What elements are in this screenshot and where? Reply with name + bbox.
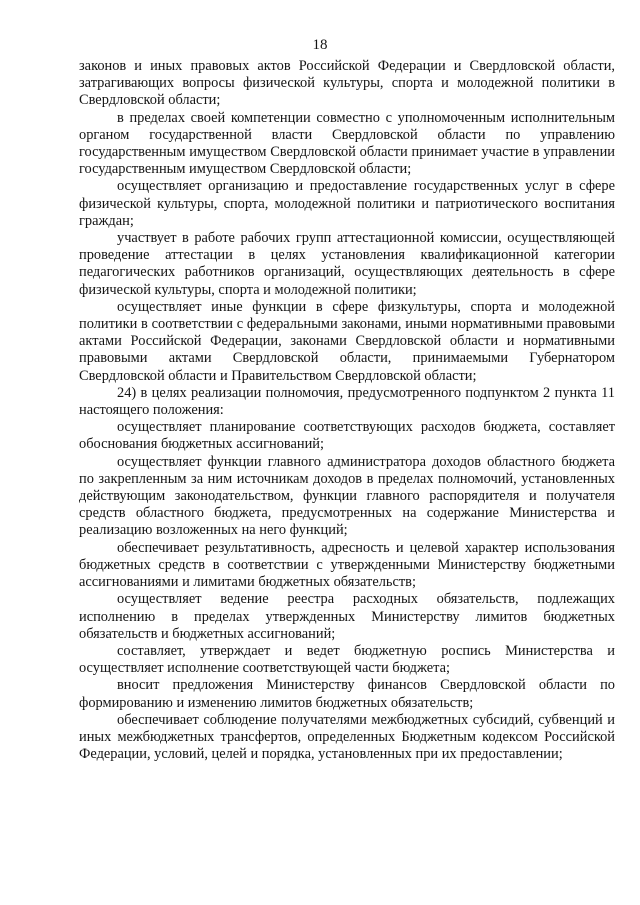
document-body <box>79 58 615 763</box>
paragraph-8: осуществляет функции главного администратора доходов областного бюджета по закрепленным за ним источникам доходов в пределах полномочий, установленных действующим законодательством, функции главного распорядителя и получателя средств областного бюджета, предусмотренных на содержание Министерства и реализацию возложенных на него функций; <box>79 453 615 539</box>
page-number: 18 <box>312 37 328 53</box>
paragraph-4: участвует в работе рабочих групп аттестационной комиссии, осуществляющей проведение аттестации в целях установления квалификационной категории педагогических работников организаций, осуществляющих деятельность в сфере физической культуры, спорта и молодежной политики; <box>79 230 615 298</box>
paragraph-13: обеспечивает соблюдение получателями межбюджетных субсидий, субвенций и иных межбюджетных трансфертов, определенных Бюджетным кодексом Российской Федерации, условий, целей и порядка, установленных при их предоставлении; <box>79 711 615 763</box>
paragraph-11: составляет, утверждает и ведет бюджетную роспись Министерства и осуществляет исполнение соответствующей части бюджета; <box>79 642 615 677</box>
paragraph-5: осуществляет иные функции в сфере физкультуры, спорта и молодежной политики в соответствии с федеральными законами, иными нормативными правовыми актами Российской Федерации, законами Свердловской области и нормативными правовыми актами Свердловской области, принимаемыми Губернатором Свердловской области и Правительством Свердловской области; <box>79 298 615 384</box>
paragraph-12: вносит предложения Министерству финансов Свердловской области по формированию и изменению лимитов бюджетных обязательств; <box>79 677 615 711</box>
paragraph-9: обеспечивает результативность, адресность и целевой характер использования бюджетных средств в соответствии с утвержденными Министерству бюджетными ассигнованиями и лимитами бюджетных обязательств; <box>79 539 615 591</box>
paragraph-1: законов и иных правовых актов Российской Федерации и Свердловской области, затрагивающих вопросы физической культуры, спорта и молодежной политики в Свердловской области; <box>79 58 615 109</box>
paragraph-10: осуществляет ведение реестра расходных обязательств, подлежащих исполнению в пределах утвержденных Министерству лимитов бюджетных обязательств и бюджетных ассигнований; <box>79 591 615 642</box>
paragraph-7: осуществляет планирование соответствующих расходов бюджета, составляет обоснования бюджетных ассигнований; <box>79 419 615 453</box>
paragraph-3: осуществляет организацию и предоставление государственных услуг в сфере физической культуры, спорта, молодежной политики и патриотического воспитания граждан; <box>79 178 615 229</box>
paragraph-2: в пределах своей компетенции совместно с уполномоченным исполнительным органом государственной власти Свердловской области по управлению государственным имуществом Свердловской области принимает участие в управлении государственным имуществом Свердловской области; <box>79 109 615 178</box>
paragraph-6: 24) в целях реализации полномочия, предусмотренного подпунктом 2 пункта 11 настоящего положения: <box>79 384 615 419</box>
